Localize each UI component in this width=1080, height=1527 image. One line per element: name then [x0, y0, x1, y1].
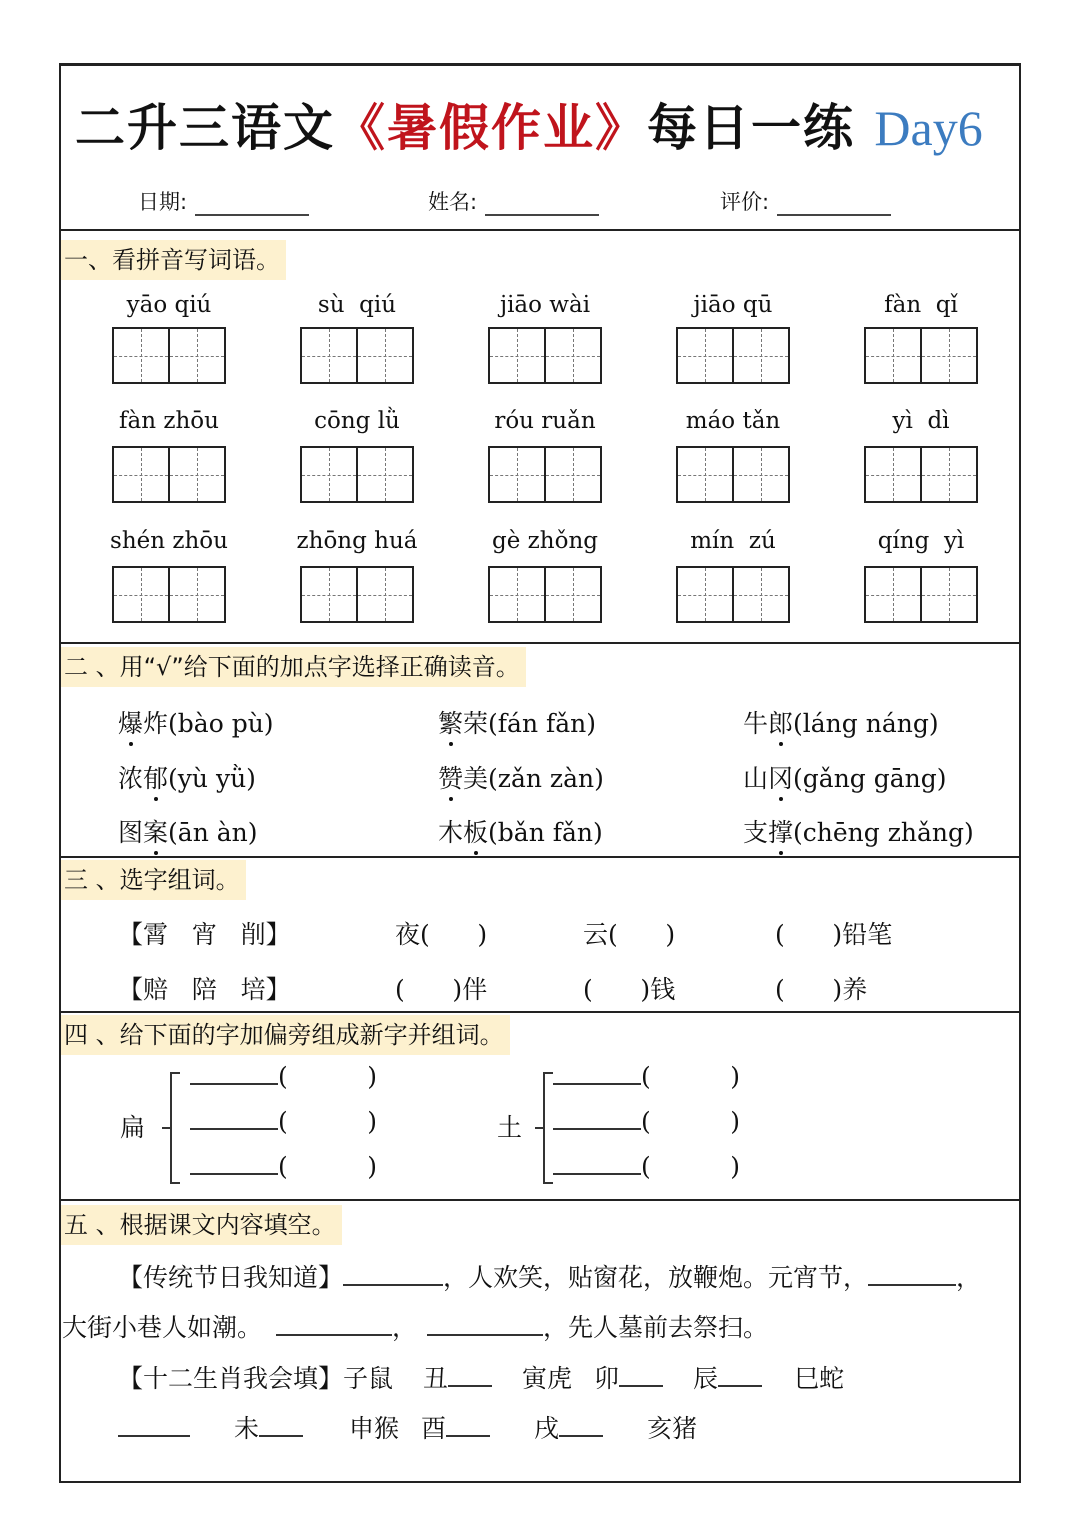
blank[interactable] — [259, 1415, 303, 1437]
grid-cell[interactable] — [358, 568, 412, 621]
fill-line-2 — [62, 1308, 768, 1344]
pinyin-label: gè zhǒng — [492, 528, 598, 554]
blank[interactable] — [343, 1264, 443, 1286]
pinyin-label: sù qiú — [317, 292, 397, 318]
section-2-heading: 二 、用“√”给下面的加点字选择正确读音。 — [61, 647, 526, 687]
grid-cell[interactable] — [358, 448, 412, 501]
writing-box[interactable] — [300, 327, 414, 384]
text: 巳蛇 — [794, 1364, 845, 1393]
text: 戌 — [534, 1414, 560, 1443]
grid-cell[interactable] — [170, 329, 224, 382]
grid-cell[interactable] — [546, 448, 600, 501]
text: ， — [956, 1263, 982, 1292]
date-field[interactable] — [138, 186, 309, 216]
brace-tick — [535, 1127, 543, 1129]
grid-cell[interactable] — [114, 329, 170, 382]
writing-box[interactable] — [300, 446, 414, 503]
char: 案 — [143, 813, 168, 849]
pinyin-options[interactable]: (ān àn) — [168, 818, 258, 847]
text: 辰 — [693, 1364, 719, 1393]
text: ，先人墓前去祭扫。 — [543, 1313, 769, 1342]
base-char: 土 — [497, 1113, 523, 1142]
name-field[interactable] — [428, 186, 599, 216]
grid-cell[interactable] — [922, 329, 976, 382]
blank[interactable] — [718, 1365, 762, 1387]
char: 冈 — [768, 759, 793, 795]
reading-item[interactable] — [118, 704, 274, 740]
blank[interactable] — [276, 1314, 392, 1336]
reading-item[interactable] — [743, 704, 939, 740]
pinyin-label: yì dì — [892, 408, 950, 434]
brace-icon — [543, 1072, 553, 1184]
pinyin-options[interactable]: (bǎn fǎn) — [488, 818, 603, 847]
brace-icon — [170, 1072, 180, 1184]
word-blank[interactable]: ( )铅笔 — [775, 920, 893, 949]
radical-entry[interactable] — [190, 1152, 377, 1181]
char: 繁 — [438, 704, 463, 740]
pinyin-label: fàn qǐ — [884, 292, 958, 318]
writing-box[interactable] — [488, 327, 602, 384]
word-blank[interactable]: ( )养 — [775, 975, 868, 1004]
radical-entry[interactable] — [553, 1107, 740, 1136]
blank[interactable] — [190, 1063, 278, 1085]
writing-box[interactable] — [300, 566, 414, 623]
writing-box[interactable] — [112, 566, 226, 623]
pinyin-label: jiāo wài — [499, 292, 591, 318]
reading-item[interactable] — [438, 704, 596, 740]
fill-line-3 — [118, 1359, 844, 1395]
divider — [59, 229, 1021, 231]
grid-cell[interactable] — [734, 329, 788, 382]
blank[interactable] — [190, 1153, 278, 1175]
grade-label: 评价: — [720, 190, 770, 214]
pinyin-label: zhōng huá — [296, 528, 418, 554]
blank[interactable] — [190, 1108, 278, 1130]
divider — [59, 856, 1021, 858]
text: ， — [392, 1313, 418, 1342]
pinyin-label: cōng lǜ — [314, 408, 400, 434]
title-text: 二升三语文 — [75, 99, 335, 157]
paren-blank[interactable]: ( ) — [641, 1062, 740, 1091]
divider — [59, 642, 1021, 644]
grid-cell[interactable] — [170, 448, 224, 501]
writing-box[interactable] — [864, 327, 978, 384]
fill-line-4 — [118, 1409, 697, 1445]
writing-box[interactable] — [488, 566, 602, 623]
char-group: 【霄 宵 削】 — [118, 920, 291, 949]
brace-tick — [162, 1127, 170, 1129]
text: 亥猪 — [647, 1414, 698, 1443]
section-5-heading: 五 、根据课文内容填空。 — [61, 1205, 342, 1245]
blank[interactable] — [868, 1264, 956, 1286]
fill-line-1 — [118, 1258, 981, 1294]
pinyin-options[interactable]: (gǎng gāng) — [793, 764, 947, 793]
text: 酉 — [421, 1414, 447, 1443]
char: 图 — [118, 818, 144, 847]
text: 【传统节日我知道】 — [118, 1263, 344, 1292]
writing-box[interactable] — [676, 566, 790, 623]
reading-item[interactable] — [438, 759, 604, 795]
text: 未 — [234, 1414, 260, 1443]
grid-cell[interactable] — [490, 568, 546, 621]
word-blank[interactable]: ( )钱 — [583, 975, 676, 1004]
text: 卯 — [594, 1364, 620, 1393]
pinyin-label: shén zhōu — [110, 528, 228, 554]
char: 赞 — [438, 759, 463, 795]
text: 申猴 — [349, 1414, 400, 1443]
char: 郎 — [768, 704, 793, 740]
grid-cell[interactable] — [490, 448, 546, 501]
text: 【十二生肖我会填】子鼠 — [118, 1364, 394, 1393]
grid-cell[interactable] — [302, 568, 358, 621]
char: 木 — [438, 818, 464, 847]
grid-cell[interactable] — [734, 568, 788, 621]
writing-box[interactable] — [676, 327, 790, 384]
pinyin-label: yāo qiú — [126, 292, 212, 318]
char: 美 — [463, 764, 489, 793]
paren-blank[interactable]: ( ) — [641, 1152, 740, 1181]
grid-cell[interactable] — [170, 568, 224, 621]
writing-box[interactable] — [676, 446, 790, 503]
grid-cell[interactable] — [866, 568, 922, 621]
divider — [59, 1011, 1021, 1013]
title-text: 每日一练 — [647, 99, 875, 157]
name-label: 姓名: — [428, 190, 478, 214]
word-blank[interactable]: ( )伴 — [395, 975, 488, 1004]
title-highlight: 《暑假作业》 — [335, 99, 647, 157]
radical-entry[interactable] — [190, 1062, 377, 1091]
grid-cell[interactable] — [678, 448, 734, 501]
text: ，人欢笑，贴窗花，放鞭炮。元宵节， — [443, 1263, 869, 1292]
reading-item[interactable] — [438, 813, 603, 849]
blank[interactable] — [446, 1415, 490, 1437]
base-char: 扁 — [120, 1113, 146, 1142]
text: 寅虎 — [522, 1364, 573, 1393]
grid-cell[interactable] — [922, 568, 976, 621]
grid-cell[interactable] — [922, 448, 976, 501]
char: 荣 — [463, 709, 489, 738]
char: 板 — [463, 813, 488, 849]
page-title — [75, 88, 983, 160]
char: 郁 — [143, 759, 168, 795]
paren-blank[interactable]: ( ) — [641, 1107, 740, 1136]
pinyin-options[interactable]: (bào pù) — [168, 709, 274, 738]
blank[interactable] — [553, 1063, 641, 1085]
char: 爆 — [118, 704, 143, 740]
divider — [59, 1199, 1021, 1201]
grid-cell[interactable] — [546, 568, 600, 621]
word-blank[interactable]: 夜( ) — [395, 920, 488, 949]
reading-item[interactable] — [743, 813, 974, 849]
day-label: Day6 — [874, 100, 983, 156]
grid-cell[interactable] — [734, 448, 788, 501]
section-3-heading: 三 、选字组词。 — [61, 860, 246, 900]
writing-box[interactable] — [864, 446, 978, 503]
grid-cell[interactable] — [866, 448, 922, 501]
char-group: 【赔 陪 培】 — [118, 975, 291, 1004]
blank[interactable] — [553, 1153, 641, 1175]
grid-cell[interactable] — [114, 448, 170, 501]
pinyin-label: máo tǎn — [685, 408, 781, 434]
writing-box[interactable] — [112, 446, 226, 503]
blank[interactable] — [118, 1415, 190, 1437]
radical-entry[interactable] — [190, 1107, 377, 1136]
pinyin-options[interactable]: (fán fǎn) — [488, 709, 597, 738]
radical-entry[interactable] — [553, 1062, 740, 1091]
char: 浓 — [118, 764, 144, 793]
writing-box[interactable] — [488, 446, 602, 503]
section-4-heading: 四 、给下面的字加偏旁组成新字并组词。 — [61, 1015, 510, 1055]
char: 炸 — [143, 709, 169, 738]
date-label: 日期: — [138, 190, 188, 214]
grid-cell[interactable] — [678, 329, 734, 382]
grid-cell[interactable] — [678, 568, 734, 621]
paren-blank[interactable]: ( ) — [278, 1107, 377, 1136]
pinyin-label: qíng yì — [877, 528, 965, 554]
radical-entry[interactable] — [553, 1152, 740, 1181]
text: 大街小巷人如潮。 — [62, 1313, 263, 1342]
grid-cell[interactable] — [302, 448, 358, 501]
blank[interactable] — [619, 1365, 663, 1387]
pinyin-label: fàn zhōu — [119, 408, 219, 434]
grid-cell[interactable] — [358, 329, 412, 382]
pinyin-options[interactable]: (chēng zhǎng) — [793, 818, 974, 847]
grid-cell[interactable] — [114, 568, 170, 621]
pinyin-label: jiāo qū — [693, 292, 773, 318]
paren-blank[interactable]: ( ) — [278, 1062, 377, 1091]
pinyin-options[interactable]: (yù yǜ) — [168, 764, 256, 793]
grid-cell[interactable] — [866, 329, 922, 382]
pinyin-options[interactable]: (zǎn zàn) — [488, 764, 604, 793]
reading-item[interactable] — [118, 813, 258, 849]
word-blank[interactable]: 云( ) — [583, 920, 676, 949]
paren-blank[interactable]: ( ) — [278, 1152, 377, 1181]
blank[interactable] — [559, 1415, 603, 1437]
text: 丑 — [423, 1364, 449, 1393]
grid-cell[interactable] — [302, 329, 358, 382]
writing-box[interactable] — [112, 327, 226, 384]
grid-cell[interactable] — [490, 329, 546, 382]
pinyin-label: mín zú — [690, 528, 776, 554]
blank[interactable] — [427, 1314, 543, 1336]
char: 撑 — [768, 813, 793, 849]
pinyin-label: róu ruǎn — [494, 408, 596, 434]
reading-item[interactable] — [118, 759, 256, 795]
grid-cell[interactable] — [546, 329, 600, 382]
char: 牛 — [743, 709, 769, 738]
char: 山 — [743, 764, 769, 793]
pinyin-options[interactable]: (láng náng) — [793, 709, 939, 738]
reading-item[interactable] — [743, 759, 947, 795]
grade-field[interactable] — [720, 186, 891, 216]
blank[interactable] — [448, 1365, 492, 1387]
char: 支 — [743, 818, 769, 847]
writing-box[interactable] — [864, 566, 978, 623]
blank[interactable] — [553, 1108, 641, 1130]
section-1-heading: 一、看拼音写词语。 — [61, 240, 286, 280]
